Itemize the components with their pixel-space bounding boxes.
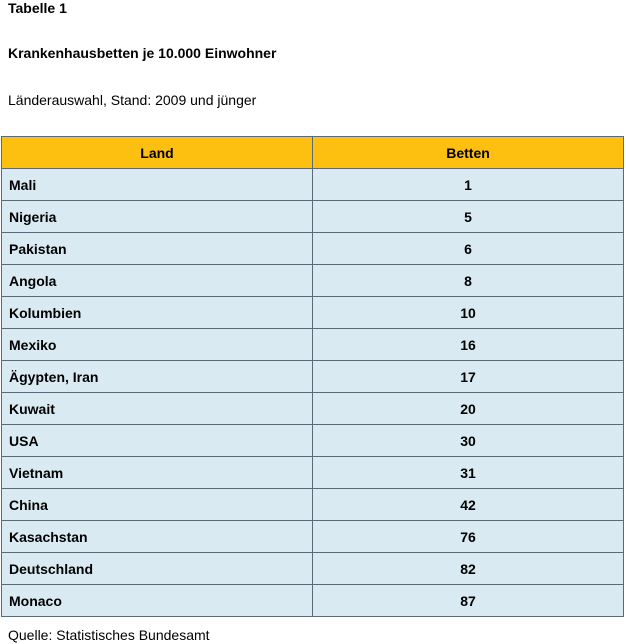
beds-cell: 1 [313, 169, 624, 201]
table-row [2, 201, 624, 233]
country-cell: Deutschland [2, 553, 313, 585]
beds-cell: 17 [313, 361, 624, 393]
beds-cell: 87 [313, 585, 624, 617]
country-cell: Kuwait [2, 393, 313, 425]
table-row [2, 425, 624, 457]
country-cell: Kasachstan [2, 521, 313, 553]
country-cell: Pakistan [2, 233, 313, 265]
table-row [2, 169, 624, 201]
beds-cell: 30 [313, 425, 624, 457]
table-row [2, 329, 624, 361]
country-cell: Mexiko [2, 329, 313, 361]
country-cell: Ägypten, Iran [2, 361, 313, 393]
table-row [2, 393, 624, 425]
country-cell: Vietnam [2, 457, 313, 489]
column-header-country: Land [2, 137, 313, 169]
beds-cell: 6 [313, 233, 624, 265]
table-row [2, 265, 624, 297]
country-cell: China [2, 489, 313, 521]
table-row [2, 489, 624, 521]
hospital-beds-table [1, 136, 624, 617]
column-header-beds: Betten [313, 137, 624, 169]
country-cell: Mali [2, 169, 313, 201]
table-row [2, 585, 624, 617]
table-row [2, 521, 624, 553]
table-subtitle: Länderauswahl, Stand: 2009 und jünger [8, 92, 257, 108]
beds-cell: 10 [313, 297, 624, 329]
country-cell: Angola [2, 265, 313, 297]
beds-cell: 8 [313, 265, 624, 297]
table-body [2, 169, 624, 617]
beds-cell: 5 [313, 201, 624, 233]
beds-cell: 82 [313, 553, 624, 585]
beds-cell: 31 [313, 457, 624, 489]
table-row [2, 457, 624, 489]
beds-cell: 16 [313, 329, 624, 361]
beds-cell: 76 [313, 521, 624, 553]
country-cell: Kolumbien [2, 297, 313, 329]
table-row [2, 553, 624, 585]
table-row [2, 297, 624, 329]
source-note: Quelle: Statistisches Bundesamt [8, 627, 210, 643]
table-title: Krankenhausbetten je 10.000 Einwohner [8, 45, 277, 61]
country-cell: Monaco [2, 585, 313, 617]
table-header-row [2, 137, 624, 169]
beds-cell: 20 [313, 393, 624, 425]
table-number-label: Tabelle 1 [8, 0, 67, 16]
table-row [2, 233, 624, 265]
country-cell: Nigeria [2, 201, 313, 233]
beds-cell: 42 [313, 489, 624, 521]
table-row [2, 361, 624, 393]
country-cell: USA [2, 425, 313, 457]
